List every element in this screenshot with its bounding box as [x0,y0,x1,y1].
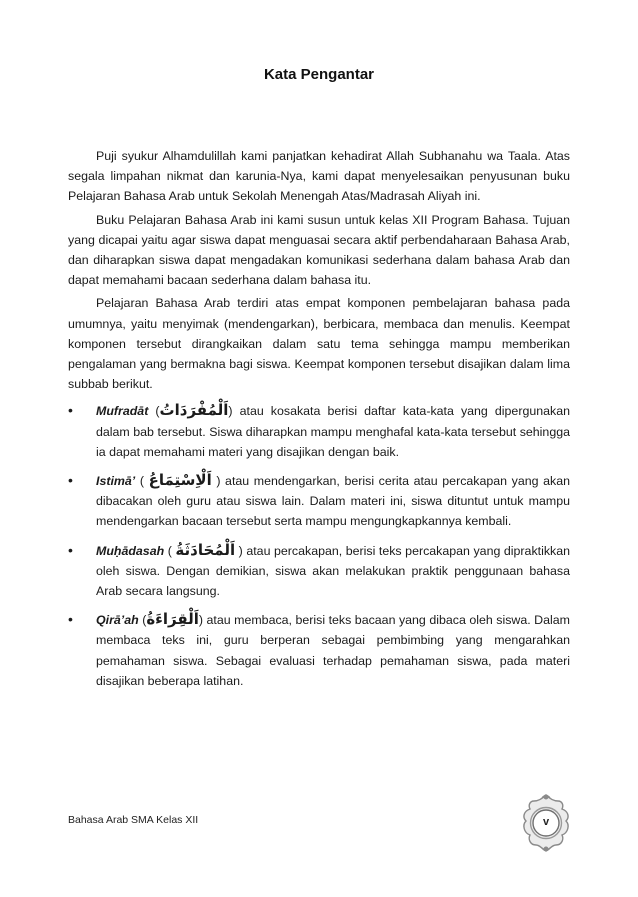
item-description: atau kosakata berisi daftar kata-kata yang dipergunakan dalam bab tersebut. Siswa diharapkan mampu menghafal kata-kata tersebut sehingga ia dapat memahami materi yang disajikan dengan baik. [96,404,570,459]
term-label: Muḥādasah [96,543,165,558]
term-label: Qirā’ah [96,613,139,628]
paragraph-1: Puji syukur Alhamdulillah kami panjatkan kehadirat Allah Subhanahu wa Taala. Atas segala limpahan nikmat dan karunia-Nya, kami dapat menyelesaikan penyusunan buku Pelajaran Bahasa Arab untuk Sekolah Menengah Atas/Madrasah Aliyah ini. [68,149,570,204]
arabic-term: اَلْاِسْتِمَاعُ [148,471,212,490]
bullet-icon: • [68,541,73,558]
body-text [68,146,570,699]
item-description: atau membaca, berisi teks bacaan yang dibaca oleh siswa. Dalam membaca teks ini, guru berperan sebagai pembimbing yang mengarahkan pemahaman siswa. Sebagai evaluasi terhadap pemahaman siswa, pada materi disajikan beberapa latihan. [96,613,570,688]
paragraph-2: Buku Pelajaran Bahasa Arab ini kami susun untuk kelas XII Program Bahasa. Tujuan yang dicapai yaitu agar siswa dapat menguasai secara aktif perbendaharaan Bahasa Arab, dan diharapkan siswa dapat mengadakan komunikasi sederhana dalam bahasa Arab dan dapat memahami bacaan sederhana dalam bahasa itu. [68,212,570,288]
arabic-term: اَلْمُحَادَثَةُ [175,540,236,559]
list-item: • Istimā’ ( اَلْاِسْتِمَاعُ ) atau mendengarkan, berisi cerita atau percakapan yang akan dibacakan oleh guru atau siswa lain. Dalam materi ini, siswa dituntut untuk mampu mendengarkan bacaan tersebut serta mampu mengungkapkannya kembali. [68,471,570,529]
item-description: atau percakapan, berisi teks percakapan yang dipraktikkan oleh siswa. Dengan demikian, siswa akan melakukan praktik penggunaan bahasa Arab secara langsung. [96,543,571,599]
page-number: v [542,816,550,828]
item-description: atau mendengarkan, berisi cerita atau percakapan yang akan dibacakan oleh guru atau siswa lain. Dalam materi ini, siswa dituntut untuk mampu mendengarkan bacaan tersebut serta mampu mengungkapkannya kembali. [96,474,570,529]
arabic-term: اَلْمُفْرَدَاتُ [159,401,229,420]
component-list [68,400,570,691]
footer-book-title: Bahasa Arab SMA Kelas XII [68,814,199,826]
term-label: Istimā’ [96,474,136,489]
bullet-icon: • [68,472,73,489]
list-item: • Qirā’ah (اَلْقِرَاءَةُ) atau membaca, berisi teks bacaan yang dibaca oleh siswa. Dalam membaca teks ini, guru berperan sebagai pembimbing yang mengarahkan pemahaman siswa. Sebagai evaluasi terhadap pemahaman siswa, pada materi disajikan beberapa latihan. [68,610,570,688]
page-title: Kata Pengantar [263,66,375,83]
term-label: Mufradāt [96,404,149,419]
bullet-icon: • [68,402,73,419]
arabic-term: اَلْقِرَاءَةُ [146,610,199,629]
list-item: • Muḥādasah ( اَلْمُحَادَثَةُ ) atau percakapan, berisi teks percakapan yang dipraktikkan oleh siswa. Dengan demikian, siswa akan melakukan praktik penggunaan bahasa Arab secara langsung. [68,540,571,599]
bullet-icon: • [68,611,73,628]
paragraph-3: Pelajaran Bahasa Arab terdiri atas empat komponen pembelajaran bahasa pada umumnya, yaitu menyimak (mendengarkan), berbicara, membaca dan menulis. Keempat komponen tersebut dirangkaikan dalam satu tema sehingga mampu memberikan pengalaman yang bermakna bagi siswa. Keempat komponen tersebut disajikan dalam lima subbab berikut. [68,296,570,392]
list-item: • Mufradāt (اَلْمُفْرَدَاتُ) atau kosakata berisi daftar kata-kata yang dipergunakan dalam bab tersebut. Siswa diharapkan mampu menghafal kata-kata tersebut sehingga ia dapat memahami materi yang disajikan dengan baik. [68,401,570,459]
